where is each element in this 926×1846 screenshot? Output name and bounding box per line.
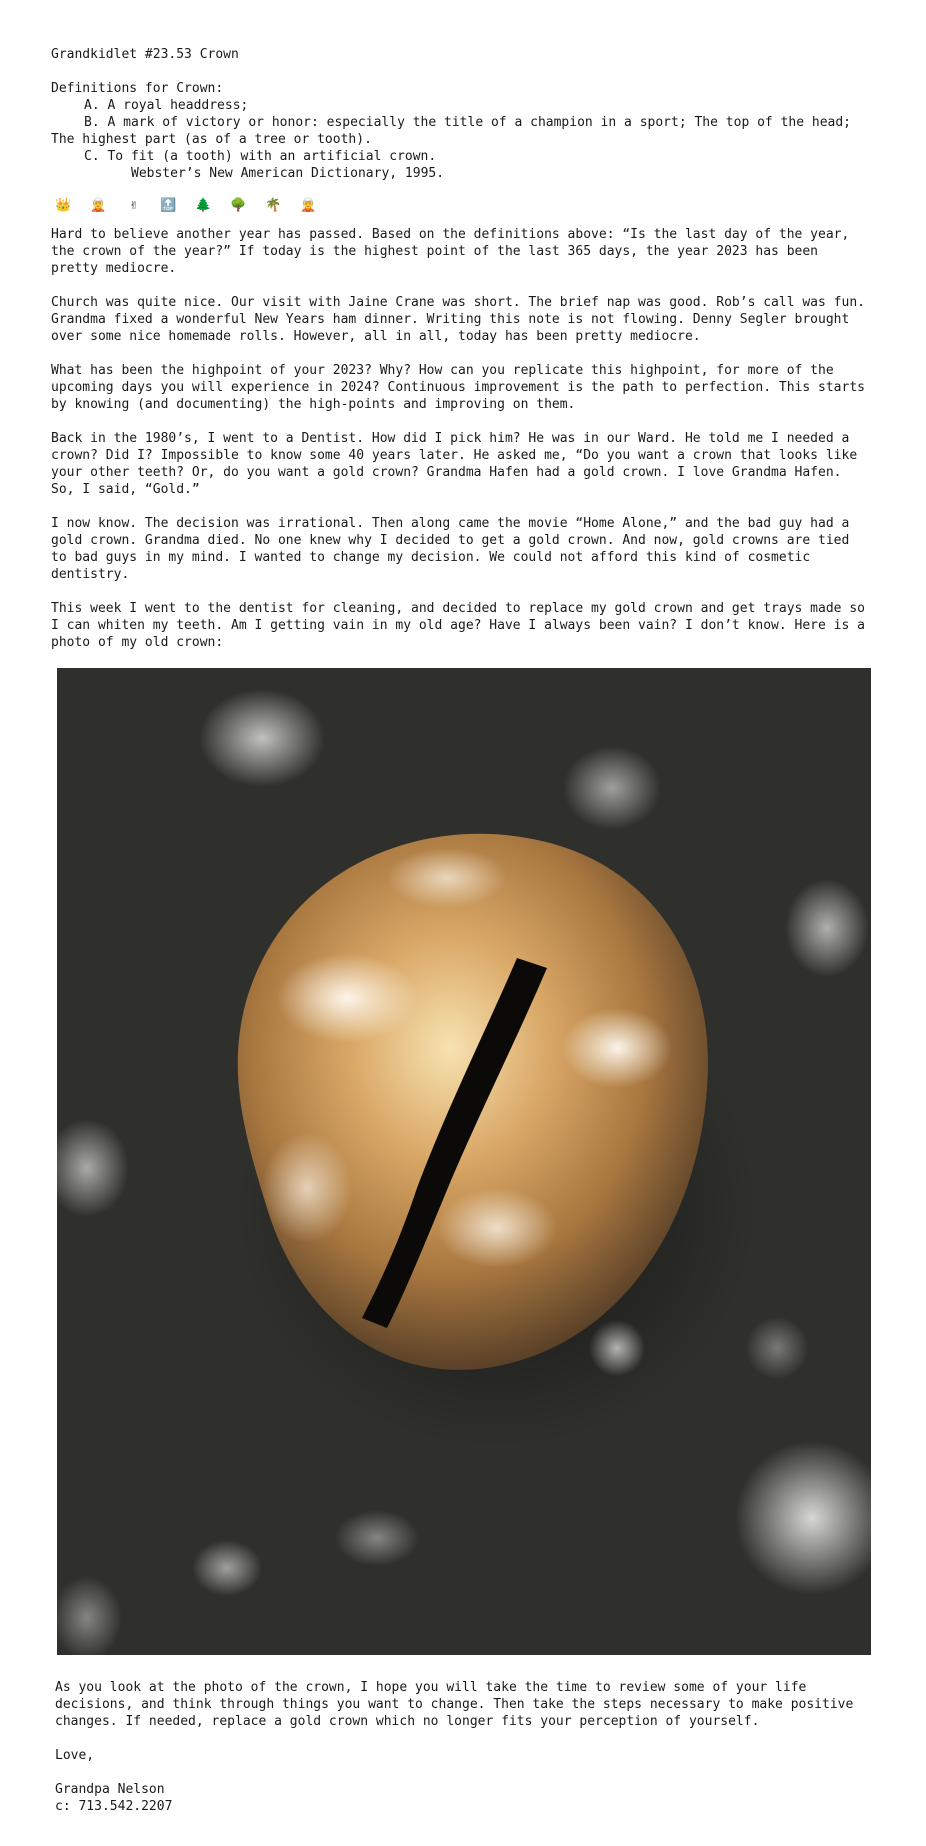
top-arrow-icon: 🔝: [160, 197, 177, 213]
paragraph-line: by knowing (and documenting) the high-points and improving on them.: [51, 397, 576, 412]
paragraph: [51, 600, 901, 651]
paragraph-line: Back in the 1980’s, I went to a Dentist. How did I pick him? He was in our Ward. He told me I needed a: [51, 431, 850, 446]
deciduous-tree-icon: 🌳: [230, 197, 247, 213]
letter-body: [51, 46, 901, 651]
paragraph-line: Hard to believe another year has passed. Based on the definitions above: “Is the last day of the year,: [51, 227, 850, 242]
victory-hand-icon: ✌: [129, 197, 138, 213]
paragraph-line: What has been the highpoint of your 2023? Why? How can you replicate this highpoint, for more of the: [51, 363, 834, 378]
paragraph-line: Grandma fixed a wonderful New Years ham dinner. Writing this note is not flowing. Denny Segler brought: [51, 312, 850, 327]
phone-number[interactable]: c: 713.542.2207: [55, 1799, 173, 1814]
person-icon-2: 🧝: [300, 197, 317, 213]
definition-a: A. A royal headdress;: [84, 98, 249, 113]
paragraph-line: gold crown. Grandma died. No one knew why I decided to get a gold crown. And now, gold crowns are tied: [51, 533, 850, 548]
paragraph-line: over some nice homemade rolls. However, all in all, today has been pretty mediocre.: [51, 329, 701, 344]
paragraph-line: So, I said, “Gold.”: [51, 482, 200, 497]
paragraph-line: your other teeth? Or, do you want a gold crown? Grandma Hafen had a gold crown. I love Grandma Hafen.: [51, 465, 842, 480]
salutation: Love,: [55, 1748, 95, 1763]
emoji-row: [54, 194, 901, 216]
paragraph-line: dentistry.: [51, 567, 130, 582]
paragraph: [51, 430, 901, 498]
closing-line: decisions, and think through things you want to change. Then take the steps necessary to make positive: [55, 1697, 854, 1712]
definitions-heading: Definitions for Crown:: [51, 81, 224, 96]
paragraphs: [51, 226, 901, 651]
paragraph: [51, 294, 901, 345]
paragraph-line: I now know. The decision was irrational. Then along came the movie “Home Alone,” and the bad guy had a: [51, 516, 850, 531]
paragraph-line: crown? Did I? Impossible to know some 40 years later. He asked me, “Do you want a crown that looks like: [51, 448, 858, 463]
person-icon: 🧝: [90, 197, 107, 213]
signature: Grandpa Nelson: [55, 1782, 165, 1797]
definition-b-line2: The highest part (as of a tree or tooth).: [51, 132, 372, 147]
paragraph: [51, 226, 901, 277]
crown-icon: 👑: [55, 197, 72, 213]
paragraph-line: photo of my old crown:: [51, 635, 224, 650]
paragraph-line: to bad guys in my mind. I wanted to change my decision. We could not afford this kind of cosmetic: [51, 550, 811, 565]
closing-line: As you look at the photo of the crown, I hope you will take the time to review some of your life: [55, 1680, 807, 1695]
paragraph-line: This week I went to the dentist for cleaning, and decided to replace my gold crown and get trays made so: [51, 601, 865, 616]
paragraph-line: pretty mediocre.: [51, 261, 177, 276]
paragraph-line: I can whiten my teeth. Am I getting vain in my old age? Have I always been vain? I don’t know. Here is a: [51, 618, 865, 633]
paragraph-line: upcoming days you will experience in 2024? Continuous improvement is the path to perfection. This starts: [51, 380, 865, 395]
gold-crown-photo: [57, 668, 871, 1655]
definition-b-line1: B. A mark of victory or honor: especially the title of a champion in a sport; The top of the head;: [84, 115, 852, 130]
paragraph: [51, 515, 901, 583]
paragraph: [51, 362, 901, 413]
palm-tree-icon: 🌴: [265, 197, 282, 213]
evergreen-tree-icon: 🌲: [195, 197, 212, 213]
paragraph-line: Church was quite nice. Our visit with Jaine Crane was short. The brief nap was good. Rob’s call was fun.: [51, 295, 865, 310]
paragraph-line: the crown of the year?” If today is the highest point of the last 365 days, the year 2023 has been: [51, 244, 819, 259]
closing-section: [55, 1679, 905, 1815]
closing-paragraph: [55, 1679, 905, 1730]
document-title: Grandkidlet #23.53 Crown: [51, 47, 239, 62]
closing-line: changes. If needed, replace a gold crown which no longer fits your perception of yourself.: [55, 1714, 760, 1729]
definition-c: C. To fit (a tooth) with an artificial crown.: [84, 149, 437, 164]
definition-source: Webster’s New American Dictionary, 1995.: [131, 166, 445, 181]
